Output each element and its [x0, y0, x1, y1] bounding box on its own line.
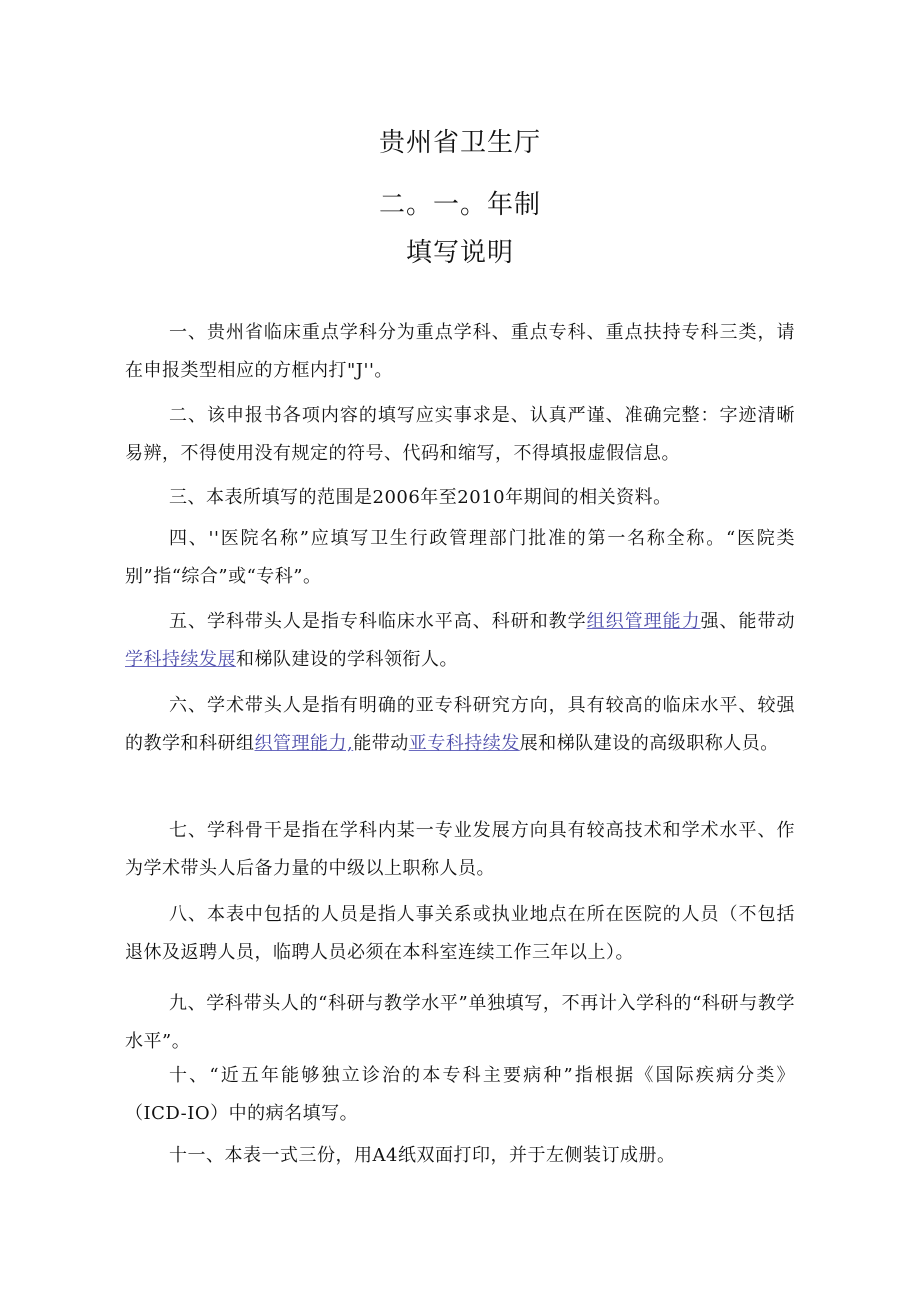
instruction-6-text-b: 能带动 [353, 733, 409, 754]
link-org-management-ability[interactable]: 组织管理能力 [586, 611, 701, 632]
instruction-5-text-c: 和梯队建设的学科领衔人。 [236, 649, 458, 670]
instruction-6 [125, 687, 795, 763]
org-title: 贵州省卫生厅 [378, 128, 541, 158]
instruction-3: 三、本表所填写的范围是2006年至2010年期间的相关资料。 [169, 487, 672, 508]
instruction-6-text-c: 展和梯队建设的高级职称人员。 [519, 733, 779, 754]
instruction-9: 九、学科带头人的“科研与教学水平”单独填写，不再计入学科的“科研与教学水平”。 [125, 993, 795, 1052]
year-title: 二。一。年制 [378, 190, 541, 220]
instruction-1: 一、贵州省临床重点学科分为重点学科、重点专科、重点扶持专科三类，请在申报类型相应的方框内打"J''。 [125, 322, 795, 381]
link-discipline-development[interactable]: 学科持续发展 [125, 649, 236, 670]
instruction-11: 十一、本表一式三份，用A4纸双面打印，并于左侧装订成册。 [169, 1145, 676, 1166]
instruction-5-text-b: 强、能带动 [700, 611, 795, 632]
page-title: 填写说明 [405, 238, 514, 268]
instruction-10: 十、“近五年能够独立诊治的本专科主要病种”指根据《国际疾病分类》（ICD-IO）中的病名填写。 [125, 1065, 795, 1124]
instruction-5-text-a: 五、学科带头人是指专科临床水平高、科研和教学 [169, 611, 587, 632]
instruction-7: 七、学科骨干是指在学科内某一专业发展方向具有较高技术和学术水平、作为学术带头人后备力量的中级以上职称人员。 [125, 820, 795, 879]
instruction-6-text-a: 六、学术带头人是指有明确的亚专科研究方向，具有较高的临床水平、较强的教学和科研组 [125, 695, 795, 754]
instruction-5 [125, 603, 795, 679]
link-subspecialty-development[interactable]: 亚专科持续发 [408, 733, 520, 754]
instruction-8: 八、本表中包括的人员是指人事关系或执业地点在所在医院的人员（不包括退休及返聘人员，临聘人员必须在本科室连续工作三年以上）。 [125, 904, 795, 963]
instruction-4: 四、''医院名称”应填写卫生行政管理部门批准的第一名称全称。“医院类别”指“综合”或“专科”。 [125, 528, 795, 587]
link-management-ability[interactable]: 织管理能力, [254, 733, 354, 754]
instruction-2: 二、该申报书各项内容的填写应实事求是、认真严谨、准确完整：字迹清晰易辨，不得使用没有规定的符号、代码和缩写，不得填报虚假信息。 [125, 405, 795, 464]
